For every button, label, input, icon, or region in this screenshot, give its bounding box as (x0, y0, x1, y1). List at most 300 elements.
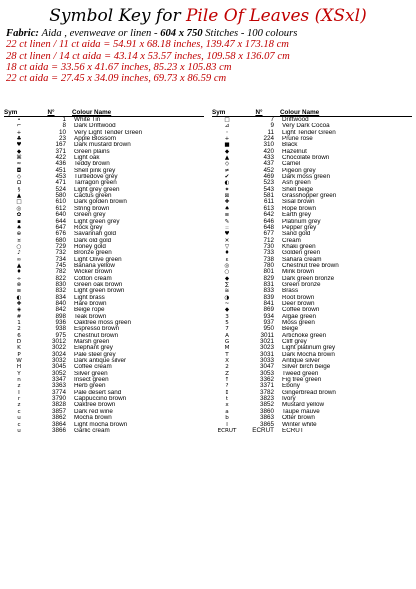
number-cell: 677 (263, 230, 274, 238)
colour-name-cell: Chocolate brown (282, 155, 330, 162)
fabric-info (6, 28, 412, 84)
colour-name-cell: Pale desert sand (74, 389, 122, 396)
symbol-cell: ▽ (224, 243, 230, 250)
symbol-cell: x (225, 402, 229, 409)
colour-name-cell: Otter brown (282, 415, 315, 422)
symbol-cell: ◘ (16, 167, 22, 174)
number-cell: 829 (263, 274, 274, 282)
colour-name-cell: Dark old gold (74, 237, 112, 244)
symbol-cell: t (225, 396, 229, 403)
symbol-cell: u (17, 415, 21, 422)
number-cell: 834 (55, 293, 66, 301)
colour-name-cell: Pigeon grey (282, 167, 316, 174)
symbol-cell: + (16, 129, 22, 136)
number-cell: 3852 (259, 401, 274, 409)
number-cell: 524 (55, 185, 66, 193)
number-cell: 869 (263, 306, 274, 314)
number-cell: 729 (55, 242, 66, 250)
symbol-cell: H (16, 364, 22, 371)
symbol-cell: ♦ (224, 250, 230, 257)
colour-name-cell: Platinum grey (282, 218, 321, 225)
title-part-2: Pile Of Leaves (XSxl) (185, 6, 367, 26)
symbol-cell: ✚ (16, 300, 22, 307)
number-cell: 732 (55, 249, 66, 257)
number-cell: 451 (55, 166, 66, 174)
number-cell: 3012 (51, 338, 66, 346)
symbol-cell: 6 (17, 332, 21, 339)
number-cell: 830 (55, 280, 66, 288)
stitches-desc: Stitches - 100 colours (205, 28, 298, 39)
header-number: N° (47, 109, 55, 116)
symbol-cell: c (17, 421, 21, 428)
colour-name-cell: Chestnut brown (74, 332, 119, 339)
symbol-cell: ✦ (224, 186, 230, 193)
number-cell: 733 (263, 249, 274, 257)
number-cell: 745 (55, 261, 66, 269)
colour-name-cell: Driftwood (282, 117, 309, 123)
number-cell: 580 (55, 192, 66, 200)
number-cell: 543 (263, 185, 274, 193)
number-cell: 3828 (51, 401, 66, 409)
colour-name-cell: Light grey green (74, 186, 120, 193)
symbol-cell: ◐ (224, 180, 230, 187)
table-row (4, 428, 204, 434)
symbol-cell: ◇ (16, 174, 22, 181)
number-cell: 11 (267, 128, 274, 136)
colour-name-cell: Light green grey (74, 218, 120, 225)
number-cell: 938 (55, 325, 66, 333)
symbol-cell: Z (225, 370, 229, 377)
number-cell: 840 (55, 299, 66, 307)
number-cell: 3047 (259, 363, 274, 371)
symbol-cell: 7 (225, 326, 229, 333)
number-cell: 371 (55, 147, 66, 155)
colour-name-cell: ECRUT (282, 427, 304, 434)
colour-name-cell: Dark Driftwood (74, 123, 116, 130)
fabric-label: Fabric: (6, 28, 39, 39)
symbol-cell: ∑ (225, 281, 229, 288)
colour-name-cell: Cream (282, 237, 301, 244)
colour-name-cell: Mink brown (282, 269, 315, 276)
colour-name-cell: Cliff grey (282, 339, 307, 346)
symbol-cell: ECRUT (217, 427, 237, 434)
number-cell: 3021 (259, 338, 274, 346)
symbol-cell: Y (17, 370, 21, 377)
symbol-cell: ÷ (16, 275, 22, 282)
number-cell: 8 (62, 122, 66, 130)
symbol-cell: a (225, 408, 229, 415)
symbol-table-left (4, 108, 204, 434)
symbol-cell: :: (225, 224, 229, 231)
colour-name-cell: Khaki green (282, 243, 316, 250)
symbol-cell: + (224, 136, 230, 143)
number-cell: 3774 (51, 388, 66, 396)
symbol-cell: 3 (225, 313, 229, 320)
symbol-cell: Ω (16, 180, 22, 187)
colour-name-cell: Antique silver (282, 358, 320, 365)
number-cell: 471 (55, 179, 66, 187)
number-cell: 610 (55, 198, 66, 206)
header-colour-name: Colour Name (72, 109, 112, 116)
symbol-cell: ⊿ (224, 123, 230, 130)
colour-name-cell: Mocha brown (74, 415, 112, 422)
number-cell: 644 (55, 217, 66, 225)
number-cell: 469 (263, 173, 274, 181)
colour-name-cell: Light platinum grey (282, 345, 336, 352)
colour-name-cell: Very Dark Cocoa (282, 123, 330, 130)
symbol-cell: ◦ (225, 129, 229, 136)
colour-name-cell: Sisal brown (282, 199, 315, 206)
symbol-cell: ♪ (17, 250, 21, 257)
colour-name-cell: Pale steel grey (74, 351, 116, 358)
colour-name-cell: Tarragon green (74, 180, 117, 187)
colour-name-cell: Silver birch beige (282, 364, 331, 371)
symbol-cell: ≠ (224, 167, 230, 174)
number-cell: 3045 (51, 363, 66, 371)
colour-name-cell: Dark antique silver (74, 358, 127, 365)
symbol-cell: ▪ (17, 218, 21, 225)
symbol-cell: ≅ (224, 288, 230, 295)
table-row (212, 428, 412, 434)
symbol-cell: 5 (225, 320, 229, 326)
number-cell: 898 (55, 312, 66, 320)
symbol-cell: # (16, 313, 22, 320)
colour-name-cell: Oaktree moss green (74, 320, 132, 326)
number-cell: 3052 (51, 369, 66, 377)
symbol-cell: ✚ (224, 199, 230, 206)
number-cell: 975 (55, 331, 66, 339)
number-cell: 3857 (51, 407, 66, 415)
number-cell: 612 (55, 204, 66, 212)
colour-name-cell: Insect green (74, 377, 109, 384)
header-colour-name: Colour Name (280, 109, 320, 116)
colour-name-cell: Green plains (74, 148, 110, 155)
table-header (4, 108, 204, 117)
symbol-cell: ▲ (16, 262, 22, 269)
number-cell: 782 (55, 268, 66, 276)
symbol-cell: ♥ (224, 231, 230, 238)
colour-name-cell: Green bronze (282, 281, 321, 288)
number-cell: 10 (58, 128, 66, 136)
number-cell: 937 (263, 319, 274, 326)
colour-name-cell: Apple Blossom (74, 136, 116, 143)
symbol-cell: ▲ (224, 155, 230, 162)
number-cell: 640 (55, 211, 66, 219)
symbol-cell: ≈ (16, 161, 22, 168)
number-cell: 224 (263, 135, 274, 143)
colour-name-cell: Coffee brown (282, 307, 320, 314)
number-cell: 3823 (259, 395, 274, 403)
symbol-cell: G (224, 339, 230, 346)
colour-name-cell: Ash green (282, 180, 311, 187)
colour-name-cell: Sand gold (282, 231, 311, 238)
symbol-cell: ◆ (224, 275, 230, 282)
colour-name-cell: Cactus green (74, 193, 112, 200)
symbol-cell: ◆ (16, 148, 22, 155)
symbol-table-right (212, 108, 412, 434)
symbol-cell: K (17, 345, 21, 352)
number-cell: 730 (263, 242, 274, 250)
number-cell: 3023 (259, 344, 274, 352)
colour-name-cell: Black (282, 142, 298, 149)
number-cell: 841 (263, 299, 274, 307)
colour-name-cell: Dark golden brown (74, 199, 127, 206)
symbol-cell: ✔ (224, 174, 230, 181)
colour-name-cell: Marsh green (74, 339, 110, 346)
number-cell: 3033 (259, 357, 274, 365)
number-cell: 734 (55, 255, 66, 263)
colour-name-cell: Teak brown (74, 313, 107, 320)
colour-name-cell: Silver green (74, 370, 108, 377)
colour-name-cell: Oaktree brown (74, 402, 116, 409)
symbol-cell: ◐ (16, 294, 22, 301)
symbol-cell: ◆ (224, 307, 230, 314)
symbol-cell: □ (16, 199, 22, 206)
colour-name-cell: Beige rope (74, 307, 105, 314)
number-cell: 780 (263, 261, 274, 269)
symbol-cell: X (225, 358, 229, 365)
colour-name-cell: Earth grey (282, 212, 312, 219)
header-number: N° (255, 109, 263, 116)
colour-name-cell: Garlic cream (74, 427, 110, 434)
colour-name-cell: Light oak (74, 155, 100, 162)
number-cell: ECRUT (252, 426, 274, 434)
number-cell: 436 (55, 160, 66, 168)
symbol-cell: ◈ (16, 307, 22, 314)
colour-name-cell: Sahara cream (282, 256, 322, 263)
number-cell: 801 (263, 268, 274, 276)
colour-name-cell: Dark mustard brown (74, 142, 131, 149)
colour-name-cell: Cappuccino brown (74, 396, 127, 403)
number-cell: 3031 (259, 350, 274, 358)
colour-name-cell: Brass (282, 288, 299, 295)
symbol-cell: ◎ (16, 205, 22, 212)
number-cell: 934 (263, 312, 274, 320)
fabric-desc: Aida , evenweave or linen - (41, 28, 158, 39)
number-cell: 3032 (51, 357, 66, 365)
symbol-cell: ∞ (16, 256, 22, 263)
colour-name-cell: Very Light Tender Green (74, 129, 143, 136)
symbol-cell: ~ (224, 300, 230, 307)
number-cell: 523 (263, 179, 274, 187)
symbol-cell: ○ (16, 243, 22, 250)
colour-name-cell: Mustard yellow (282, 402, 324, 409)
table-header (212, 108, 412, 117)
page-title (0, 6, 416, 26)
colour-name-cell: Elephant grey (74, 345, 113, 352)
symbol-cell: z (17, 402, 21, 409)
colour-name-cell: Golden green (282, 250, 321, 257)
colour-name-cell: Rope brown (282, 205, 316, 212)
title-part-1: Symbol Key for (49, 6, 181, 26)
colour-name-cell: Herb green (74, 383, 106, 390)
symbol-cell: ■ (224, 142, 230, 149)
symbol-cell: z (17, 383, 21, 390)
symbol-cell: I (18, 389, 20, 396)
symbol-cell: ↑ (224, 377, 230, 384)
size-line-2: 28 ct linen / 14 ct aida = 43.14 x 53.57 inches, 109.58 x 136.07 cm (6, 50, 290, 62)
colour-name-cell: Light Tender Green (282, 129, 336, 136)
colour-name-cell: Honey gold (74, 243, 106, 250)
symbol-cell: ✕ (224, 237, 230, 244)
number-cell: 7 (270, 116, 274, 123)
symbol-cell: n (17, 377, 21, 384)
number-cell: 9 (270, 122, 274, 130)
colour-name-cell: Prune rose (282, 136, 313, 143)
number-cell: 310 (263, 141, 274, 149)
size-line-3: 18 ct aida = 33.56 x 41.67 inches, 85.23 x 105.83 cm (6, 61, 232, 73)
header-sym: Sym (4, 109, 18, 116)
number-cell: 950 (263, 325, 274, 333)
symbol-cell: ♠ (224, 205, 230, 212)
symbol-cell: • (17, 117, 21, 123)
symbol-cell: ♦ (16, 269, 22, 276)
symbol-cell: ≡ (16, 288, 22, 295)
symbol-cell: § (17, 186, 21, 193)
symbol-cell: W (16, 358, 22, 365)
symbol-cell: ↕ (224, 389, 230, 396)
number-cell: 936 (55, 319, 66, 326)
colour-name-cell: Light green brown (74, 288, 125, 295)
colour-name-cell: Dark red wine (74, 408, 113, 415)
colour-name-cell: Espresso brown (74, 326, 120, 333)
colour-name-cell: Light mocha brown (74, 421, 128, 428)
colour-name-cell: Deer brown (282, 300, 315, 307)
colour-name-cell: White Tin (74, 117, 101, 123)
symbol-cell: ? (225, 383, 229, 390)
symbol-cell: ◇ (224, 161, 230, 168)
symbol-cell: 2 (17, 326, 21, 333)
number-cell: 3790 (51, 395, 66, 403)
colour-name-cell: Winter white (282, 421, 317, 428)
symbol-cell: T (225, 351, 229, 358)
colour-name-cell: Dark green bronze (282, 275, 335, 282)
colour-name-cell: Turtledove grey (74, 174, 118, 181)
symbol-cell: ○ (224, 269, 230, 276)
table-body-right (212, 117, 412, 434)
number-cell: 3053 (259, 369, 274, 377)
number-cell: 833 (263, 287, 274, 295)
number-cell: 433 (263, 154, 274, 162)
symbol-cell: ✎ (224, 218, 230, 225)
colour-name-cell: Shell beige (282, 186, 314, 193)
symbol-cell: P (17, 351, 21, 358)
number-cell: 3866 (51, 426, 66, 434)
colour-name-cell: Ivory (282, 396, 296, 403)
number-cell: 581 (263, 192, 274, 200)
number-cell: 613 (263, 204, 274, 212)
number-cell: 831 (263, 280, 274, 288)
symbol-cell: ♥ (16, 142, 22, 149)
number-cell: 3024 (51, 350, 66, 358)
colour-name-cell: Light Olive green (74, 256, 122, 263)
colour-name-cell: Dark Mocha brown (282, 351, 335, 358)
symbol-cell: ▲ (16, 193, 22, 200)
symbol-cell: ¤ (17, 237, 21, 244)
colour-name-cell: Cotton cream (74, 275, 112, 282)
number-cell: 3865 (259, 420, 274, 428)
number-cell: 420 (263, 147, 274, 155)
symbol-cell: r (17, 396, 21, 403)
colour-name-cell: Dark moss green (282, 174, 330, 181)
colour-name-cell: Ebony (282, 383, 300, 390)
symbol-cell: ⌘ (16, 155, 22, 162)
colour-name-cell: Fig tree green (282, 377, 322, 384)
colour-name-cell: Beige (282, 326, 299, 333)
symbol-cell: ♣ (16, 136, 22, 143)
colour-name-cell: Gingerbread brown (282, 389, 336, 396)
symbol-cell: ◎ (224, 262, 230, 269)
symbol-cell: 1 (17, 320, 21, 326)
colour-name-cell: Green grey (74, 212, 106, 219)
symbol-cell: u (17, 427, 21, 434)
colour-name-cell: Root brown (282, 294, 315, 301)
header-sym: Sym (212, 109, 226, 116)
symbol-cell: ✿ (16, 212, 22, 219)
colour-name-cell: Moss green (282, 320, 315, 326)
fabric-line (6, 28, 412, 39)
number-cell: 642 (263, 211, 274, 219)
symbol-cell: A (225, 332, 229, 339)
number-cell: 3864 (51, 420, 66, 428)
number-cell: 3362 (259, 376, 274, 384)
symbol-cell: ε (225, 256, 229, 263)
number-cell: 611 (263, 198, 274, 206)
colour-name-cell: Chestnut tree brown (282, 262, 339, 269)
number-cell: 3860 (259, 407, 274, 415)
symbol-cell: 2 (225, 364, 229, 371)
colour-name-cell: Algae green (282, 313, 316, 320)
symbol-cell: ⊕ (16, 231, 22, 238)
number-cell: 648 (263, 223, 274, 231)
symbol-cell: ⌐ (16, 123, 22, 130)
number-cell: 3347 (51, 376, 66, 384)
size-line-4: 22 ct aida = 27.45 x 34.09 inches, 69.73 x 86.59 cm (6, 73, 227, 85)
colour-name-cell: Hazelnut (282, 148, 307, 155)
number-cell: 452 (263, 166, 274, 174)
number-cell: 646 (263, 217, 274, 225)
colour-name-cell: Rock grey (74, 224, 103, 231)
number-cell: 822 (55, 274, 66, 282)
symbol-cell: D (16, 339, 22, 346)
symbol-cell: ◑ (224, 294, 230, 301)
symbol-cell: ⊠ (224, 193, 230, 200)
number-cell: 422 (55, 154, 66, 162)
number-cell: 23 (58, 135, 66, 143)
number-cell: 3363 (51, 382, 66, 390)
number-cell: 647 (55, 223, 66, 231)
symbol-cell: ♠ (16, 224, 22, 231)
stitches-size: 604 x 750 (160, 28, 203, 39)
colour-name-cell: Shell pink grey (74, 167, 116, 174)
symbol-cell: ◆ (224, 148, 230, 155)
colour-name-cell: Coffee cream (74, 364, 112, 371)
size-line-1: 22 ct linen / 11 ct aida = 54.91 x 68.18 inches, 139.47 x 173.18 cm (6, 39, 289, 51)
number-cell: 738 (263, 255, 274, 263)
number-cell: 167 (55, 141, 66, 149)
colour-name-cell: Pepper grey (282, 224, 317, 231)
colour-name-cell: Savannah gold (74, 231, 117, 238)
symbol-cell: c (17, 408, 21, 415)
symbol-cell: M (224, 345, 230, 352)
number-cell: 842 (55, 306, 66, 314)
number-cell: 3862 (51, 414, 66, 422)
colour-name-cell: Taupe mauve (282, 408, 320, 415)
colour-name-cell: Grasshopper green (282, 193, 337, 200)
number-cell: 453 (55, 173, 66, 181)
colour-name-cell: Camel (282, 161, 301, 168)
table-body-left (4, 117, 204, 434)
